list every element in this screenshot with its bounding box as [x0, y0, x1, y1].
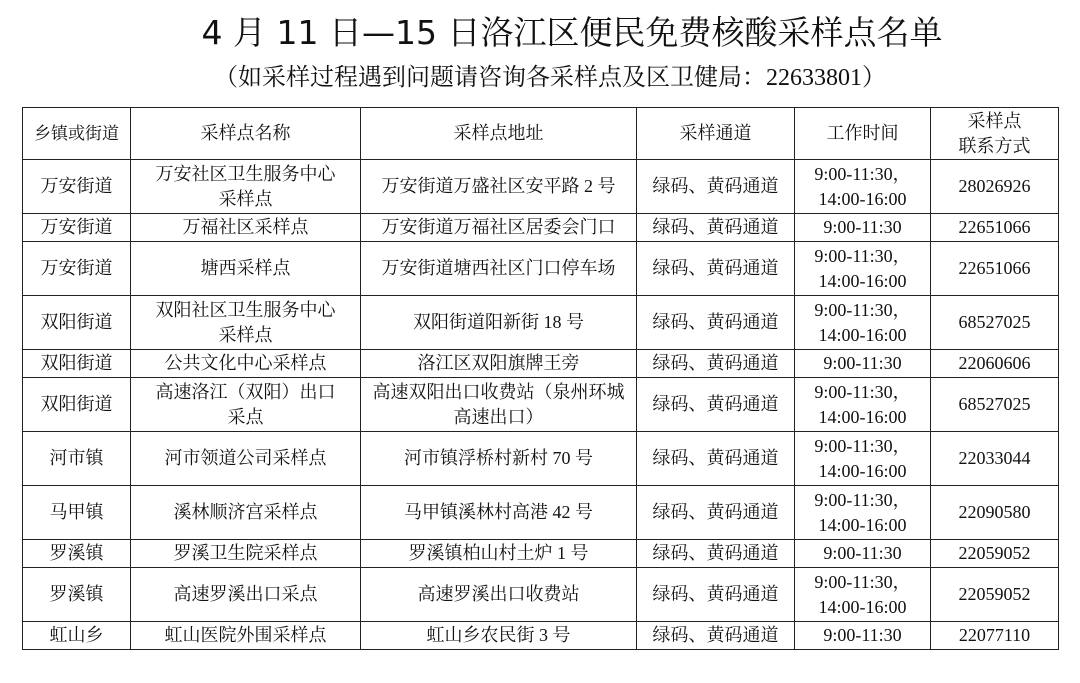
cell-phone: 22077110 [931, 622, 1059, 650]
cell-district: 双阳街道 [23, 378, 131, 432]
cell-district: 虹山乡 [23, 622, 131, 650]
cell-site-name: 塘西采样点 [131, 242, 361, 296]
cell-channel: 绿码、黄码通道 [637, 486, 795, 540]
header-address: 采样点地址 [361, 108, 637, 160]
cell-channel: 绿码、黄码通道 [637, 242, 795, 296]
table-row [23, 296, 1059, 350]
header-channel: 采样通道 [637, 108, 795, 160]
cell-site-name: 溪林顺济宫采样点 [131, 486, 361, 540]
cell-hours: 9:00-11:30， 14:00-16:00 [795, 432, 931, 486]
cell-hours: 9:00-11:30 [795, 214, 931, 242]
cell-address: 万安街道塘西社区门口停车场 [361, 242, 637, 296]
cell-address: 虹山乡农民街 3 号 [361, 622, 637, 650]
table-row [23, 242, 1059, 296]
cell-hours: 9:00-11:30 [795, 622, 931, 650]
sampling-sites-table [22, 107, 1059, 650]
table-row [23, 540, 1059, 568]
cell-address: 马甲镇溪林村高港 42 号 [361, 486, 637, 540]
cell-phone: 22059052 [931, 568, 1059, 622]
cell-channel: 绿码、黄码通道 [637, 378, 795, 432]
cell-site-name: 万福社区采样点 [131, 214, 361, 242]
cell-district: 马甲镇 [23, 486, 131, 540]
cell-hours: 9:00-11:30， 14:00-16:00 [795, 568, 931, 622]
cell-address: 罗溪镇柏山村土炉 1 号 [361, 540, 637, 568]
cell-hours: 9:00-11:30 [795, 350, 931, 378]
cell-district: 万安街道 [23, 214, 131, 242]
table-row [23, 622, 1059, 650]
page-subtitle: （如采样过程遇到问题请咨询各采样点及区卫健局：22633801） [214, 65, 886, 91]
cell-phone: 22060606 [931, 350, 1059, 378]
cell-channel: 绿码、黄码通道 [637, 214, 795, 242]
table-row [23, 568, 1059, 622]
cell-site-name: 河市领道公司采样点 [131, 432, 361, 486]
header-hours: 工作时间 [795, 108, 931, 160]
cell-district: 万安街道 [23, 242, 131, 296]
cell-channel: 绿码、黄码通道 [637, 622, 795, 650]
table-row [23, 432, 1059, 486]
cell-site-name: 高速洛江（双阳）出口 采点 [131, 378, 361, 432]
cell-phone: 22651066 [931, 214, 1059, 242]
cell-district: 罗溪镇 [23, 568, 131, 622]
cell-channel: 绿码、黄码通道 [637, 350, 795, 378]
table-row [23, 214, 1059, 242]
cell-hours: 9:00-11:30， 14:00-16:00 [795, 486, 931, 540]
cell-channel: 绿码、黄码通道 [637, 160, 795, 214]
header-district: 乡镇或街道 [23, 108, 131, 160]
cell-district: 双阳街道 [23, 296, 131, 350]
cell-site-name: 罗溪卫生院采样点 [131, 540, 361, 568]
cell-site-name: 高速罗溪出口采点 [131, 568, 361, 622]
cell-district: 万安街道 [23, 160, 131, 214]
cell-phone: 22090580 [931, 486, 1059, 540]
table-row [23, 350, 1059, 378]
cell-address: 双阳街道阳新街 18 号 [361, 296, 637, 350]
cell-phone: 68527025 [931, 378, 1059, 432]
table-row [23, 486, 1059, 540]
cell-site-name: 公共文化中心采样点 [131, 350, 361, 378]
cell-phone: 22033044 [931, 432, 1059, 486]
cell-address: 万安街道万盛社区安平路 2 号 [361, 160, 637, 214]
header-phone: 采样点 联系方式 [931, 108, 1059, 160]
table-row [23, 160, 1059, 214]
cell-phone: 68527025 [931, 296, 1059, 350]
cell-phone: 22651066 [931, 242, 1059, 296]
cell-channel: 绿码、黄码通道 [637, 296, 795, 350]
cell-address: 高速罗溪出口收费站 [361, 568, 637, 622]
cell-district: 双阳街道 [23, 350, 131, 378]
cell-address: 洛江区双阳旗牌王旁 [361, 350, 637, 378]
cell-address: 河市镇浮桥村新村 70 号 [361, 432, 637, 486]
header-site-name: 采样点名称 [131, 108, 361, 160]
cell-hours: 9:00-11:30， 14:00-16:00 [795, 296, 931, 350]
cell-site-name: 虹山医院外围采样点 [131, 622, 361, 650]
cell-hours: 9:00-11:30， 14:00-16:00 [795, 160, 931, 214]
cell-address: 高速双阳出口收费站（泉州环城 高速出口） [361, 378, 637, 432]
cell-channel: 绿码、黄码通道 [637, 540, 795, 568]
cell-site-name: 双阳社区卫生服务中心 采样点 [131, 296, 361, 350]
page-title: 4 月 11 日—15 日洛江区便民免费核酸采样点名单 [201, 13, 943, 52]
table-header-row [23, 108, 1059, 160]
cell-district: 罗溪镇 [23, 540, 131, 568]
cell-phone: 22059052 [931, 540, 1059, 568]
cell-address: 万安街道万福社区居委会门口 [361, 214, 637, 242]
cell-district: 河市镇 [23, 432, 131, 486]
cell-hours: 9:00-11:30， 14:00-16:00 [795, 242, 931, 296]
cell-hours: 9:00-11:30 [795, 540, 931, 568]
cell-channel: 绿码、黄码通道 [637, 432, 795, 486]
cell-channel: 绿码、黄码通道 [637, 568, 795, 622]
cell-hours: 9:00-11:30， 14:00-16:00 [795, 378, 931, 432]
cell-phone: 28026926 [931, 160, 1059, 214]
table-row [23, 378, 1059, 432]
cell-site-name: 万安社区卫生服务中心 采样点 [131, 160, 361, 214]
